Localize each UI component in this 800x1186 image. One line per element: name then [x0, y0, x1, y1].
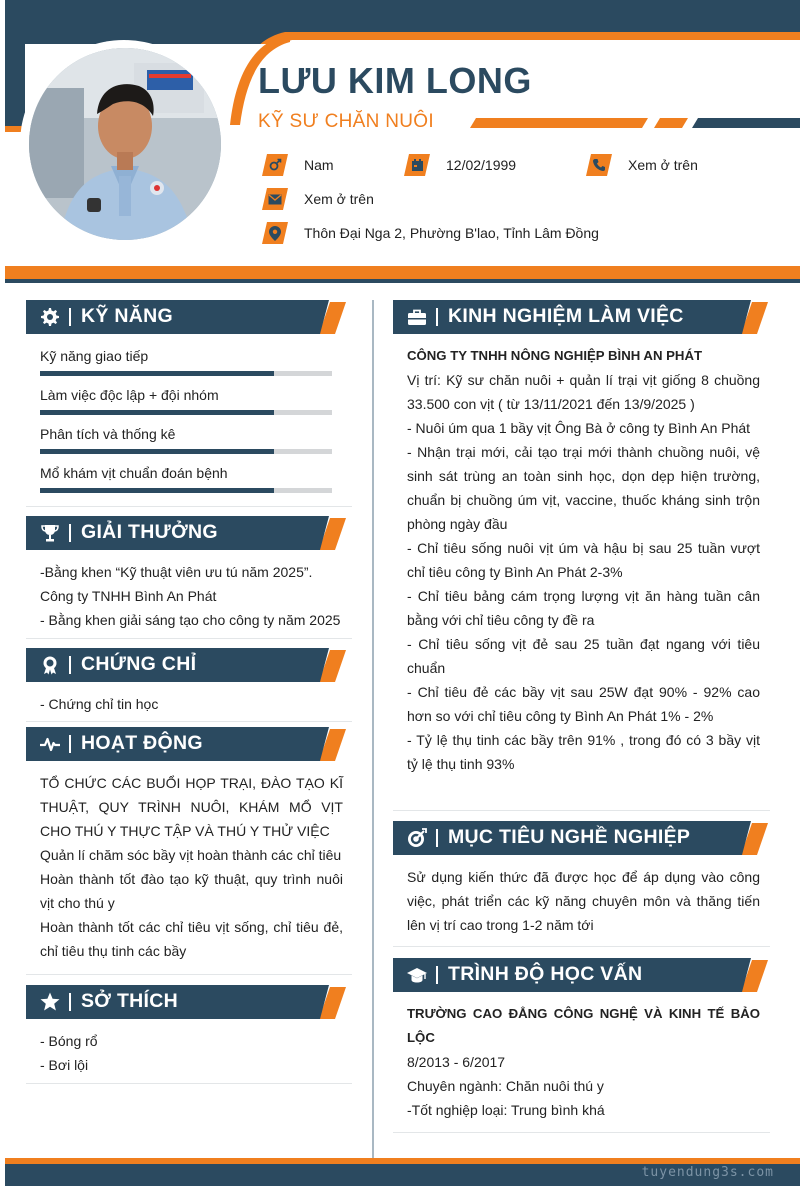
section-experience-header	[393, 300, 768, 334]
phone-row	[586, 152, 698, 178]
skill-label: Mổ khám vịt chuẩn đoán bệnh	[40, 465, 228, 481]
email-value: Xem ở trên	[304, 191, 374, 207]
certificate-line: - Chứng chỉ tin học	[40, 696, 159, 712]
award-line: -Bằng khen “Kỹ thuật viên ưu tú năm 2025”.	[40, 564, 313, 580]
experience-line: - Chỉ tiêu sống vịt đẻ sau 25 tuần đạt ngang với tiêu chuẩn	[407, 636, 760, 676]
section-skills-header	[26, 300, 346, 334]
target-icon	[407, 828, 427, 848]
experience-line: - Chỉ tiêu sống nuôi vịt úm và hậu bị sau 25 tuần vượt chỉ tiêu công ty Bình An Phát 2-3%	[407, 540, 760, 580]
section-separator	[393, 810, 770, 811]
birthdate-value: 12/02/1999	[446, 157, 517, 173]
header-band	[0, 0, 800, 44]
gender-value: Nam	[304, 157, 334, 173]
phone-icon	[586, 154, 612, 176]
section-activities-title: HOẠT ĐỘNG	[81, 732, 203, 754]
skill-level-bar	[40, 449, 332, 454]
phone-value: Xem ở trên	[628, 157, 698, 173]
section-objective-title: MỤC TIÊU NGHỀ NGHIỆP	[448, 826, 691, 848]
column-divider	[372, 300, 374, 1158]
section-education-title: TRÌNH ĐỘ HỌC VẤN	[448, 963, 643, 985]
skill-label: Phân tích và thống kê	[40, 426, 176, 442]
education-period: 8/2013 - 6/2017	[407, 1054, 506, 1070]
section-certificates-title: CHỨNG CHỈ	[81, 653, 197, 675]
section-separator	[26, 1083, 352, 1084]
section-awards-header	[26, 516, 346, 550]
experience-line: - Chỉ tiêu đẻ các bầy vịt sau 25W đạt 90% - 92% cao hơn so với chỉ tiêu công ty Bình An Phát 1% - 2%	[407, 684, 760, 724]
section-separator	[393, 946, 770, 947]
section-separator	[26, 506, 352, 507]
section-objective-header	[393, 821, 768, 855]
activity-line: Hoàn thành tốt các chỉ tiêu vịt sống, chỉ tiêu đẻ, chỉ tiêu thụ tinh các bầy	[40, 919, 343, 959]
footer-watermark: tuyendung3s.com	[641, 1165, 774, 1180]
section-experience-title: KINH NGHIỆM LÀM VIỆC	[448, 305, 684, 327]
medal-icon	[40, 655, 60, 675]
experience-line: - Chỉ tiêu bảng cám trọng lượng vịt ăn hàng tuần cân bằng với chỉ tiêu công ty đề ra	[407, 588, 760, 628]
section-certificates-header	[26, 648, 346, 682]
activity-line: Quản lí chăm sóc bầy vịt hoàn thành các chỉ tiêu	[40, 847, 342, 863]
calendar-icon	[404, 154, 430, 176]
section-hobbies-title: SỞ THÍCH	[81, 990, 179, 1012]
experience-line: Vị trí: Kỹ sư chăn nuôi + quản lí trại vịt giống 8 chuồng 33.500 con vịt ( từ 13/11/2021 đến 13/9/2025 )	[407, 372, 760, 412]
experience-line: - Nhận trại mới, cải tạo trại mới thành chuồng nuôi, vệ sinh sát trùng an toàn sinh học, dọn dẹp hiện trường, chuẩn bị chuồng úm vịt, vaccine, thuốc kháng sinh trộn phòng ngày đầu	[407, 444, 760, 532]
section-separator	[393, 1132, 770, 1133]
section-awards-title: GIẢI THƯỞNG	[81, 521, 218, 543]
gear-icon	[40, 307, 60, 327]
activity-line: TỔ CHỨC CÁC BUỔI HỌP TRẠI, ĐÀO TẠO KĨ THUẬT, QUY TRÌNH NUÔI, KHÁM MỔ VỊT CHO THÚ Y THỰC TẬP VÀ THÚ Y THỬ VIỆC	[40, 775, 343, 839]
section-separator	[26, 721, 352, 722]
birthdate-row	[404, 152, 516, 178]
section-skills-title: KỸ NĂNG	[81, 305, 174, 327]
candidate-role: KỸ SƯ CHĂN NUÔI	[258, 111, 434, 132]
skill-level-bar	[40, 371, 332, 376]
pulse-icon	[40, 734, 60, 754]
experience-line: - Tỷ lệ thụ tinh các bầy trên 91% , trong đó có 3 bầy vịt tỷ lệ thụ tinh 93%	[407, 732, 760, 772]
footer-accent	[5, 1158, 800, 1164]
star-icon	[40, 992, 60, 1012]
skill-label: Kỹ năng giao tiếp	[40, 348, 149, 364]
email-row	[262, 186, 374, 212]
hobby-line: - Bóng rổ	[40, 1033, 98, 1049]
education-major: Chuyên ngành: Chăn nuôi thú y	[407, 1078, 604, 1094]
education-grade: -Tốt nghiệp loại: Trung bình khá	[407, 1102, 605, 1118]
role-decoration	[470, 118, 800, 128]
graduation-cap-icon	[407, 965, 427, 985]
briefcase-icon	[407, 307, 427, 327]
section-separator	[26, 638, 352, 639]
experience-line: - Nuôi úm qua 1 bầy vịt Ông Bà ở công ty Bình An Phát	[407, 420, 751, 436]
award-line: - Bằng khen giải sáng tạo cho công ty năm 2025	[40, 612, 341, 628]
award-line: Công ty TNHH Bình An Phát	[40, 588, 217, 604]
school-name: TRƯỜNG CAO ĐẲNG CÔNG NGHỆ VÀ KINH TẾ BẢO LỘC	[407, 1006, 760, 1045]
section-activities-header	[26, 727, 346, 761]
section-separator	[26, 974, 352, 975]
section-education-header	[393, 958, 768, 992]
address-value: Thôn Đại Nga 2, Phường B'lao, Tỉnh Lâm Đồng	[304, 225, 599, 241]
activity-line: Hoàn thành tốt đào tạo kỹ thuật, quy trình nuôi vịt cho thú y	[40, 871, 343, 911]
hobby-line: - Bơi lội	[40, 1057, 89, 1073]
candidate-name: LƯU KIM LONG	[258, 60, 532, 101]
avatar	[29, 48, 221, 240]
gender-row	[262, 152, 334, 178]
objective-text: Sử dụng kiến thức đã được học để áp dụng vào công việc, phát triển các kỹ năng chuyên môn và thăng tiến lên vị trí cao trong 1-2 năm tới	[407, 869, 760, 933]
address-row	[262, 220, 599, 246]
gender-icon	[262, 154, 288, 176]
company-name: CÔNG TY TNHH NÔNG NGHIỆP BÌNH AN PHÁT	[407, 348, 703, 363]
skill-level-bar	[40, 410, 332, 415]
skill-label: Làm việc độc lập + đội nhóm	[40, 387, 219, 403]
header-divider-line	[5, 279, 800, 283]
trophy-icon	[40, 523, 60, 543]
email-icon	[262, 188, 288, 210]
header-divider-band	[5, 266, 800, 279]
section-hobbies-header	[26, 985, 346, 1019]
skill-level-bar	[40, 488, 332, 493]
location-icon	[262, 222, 288, 244]
